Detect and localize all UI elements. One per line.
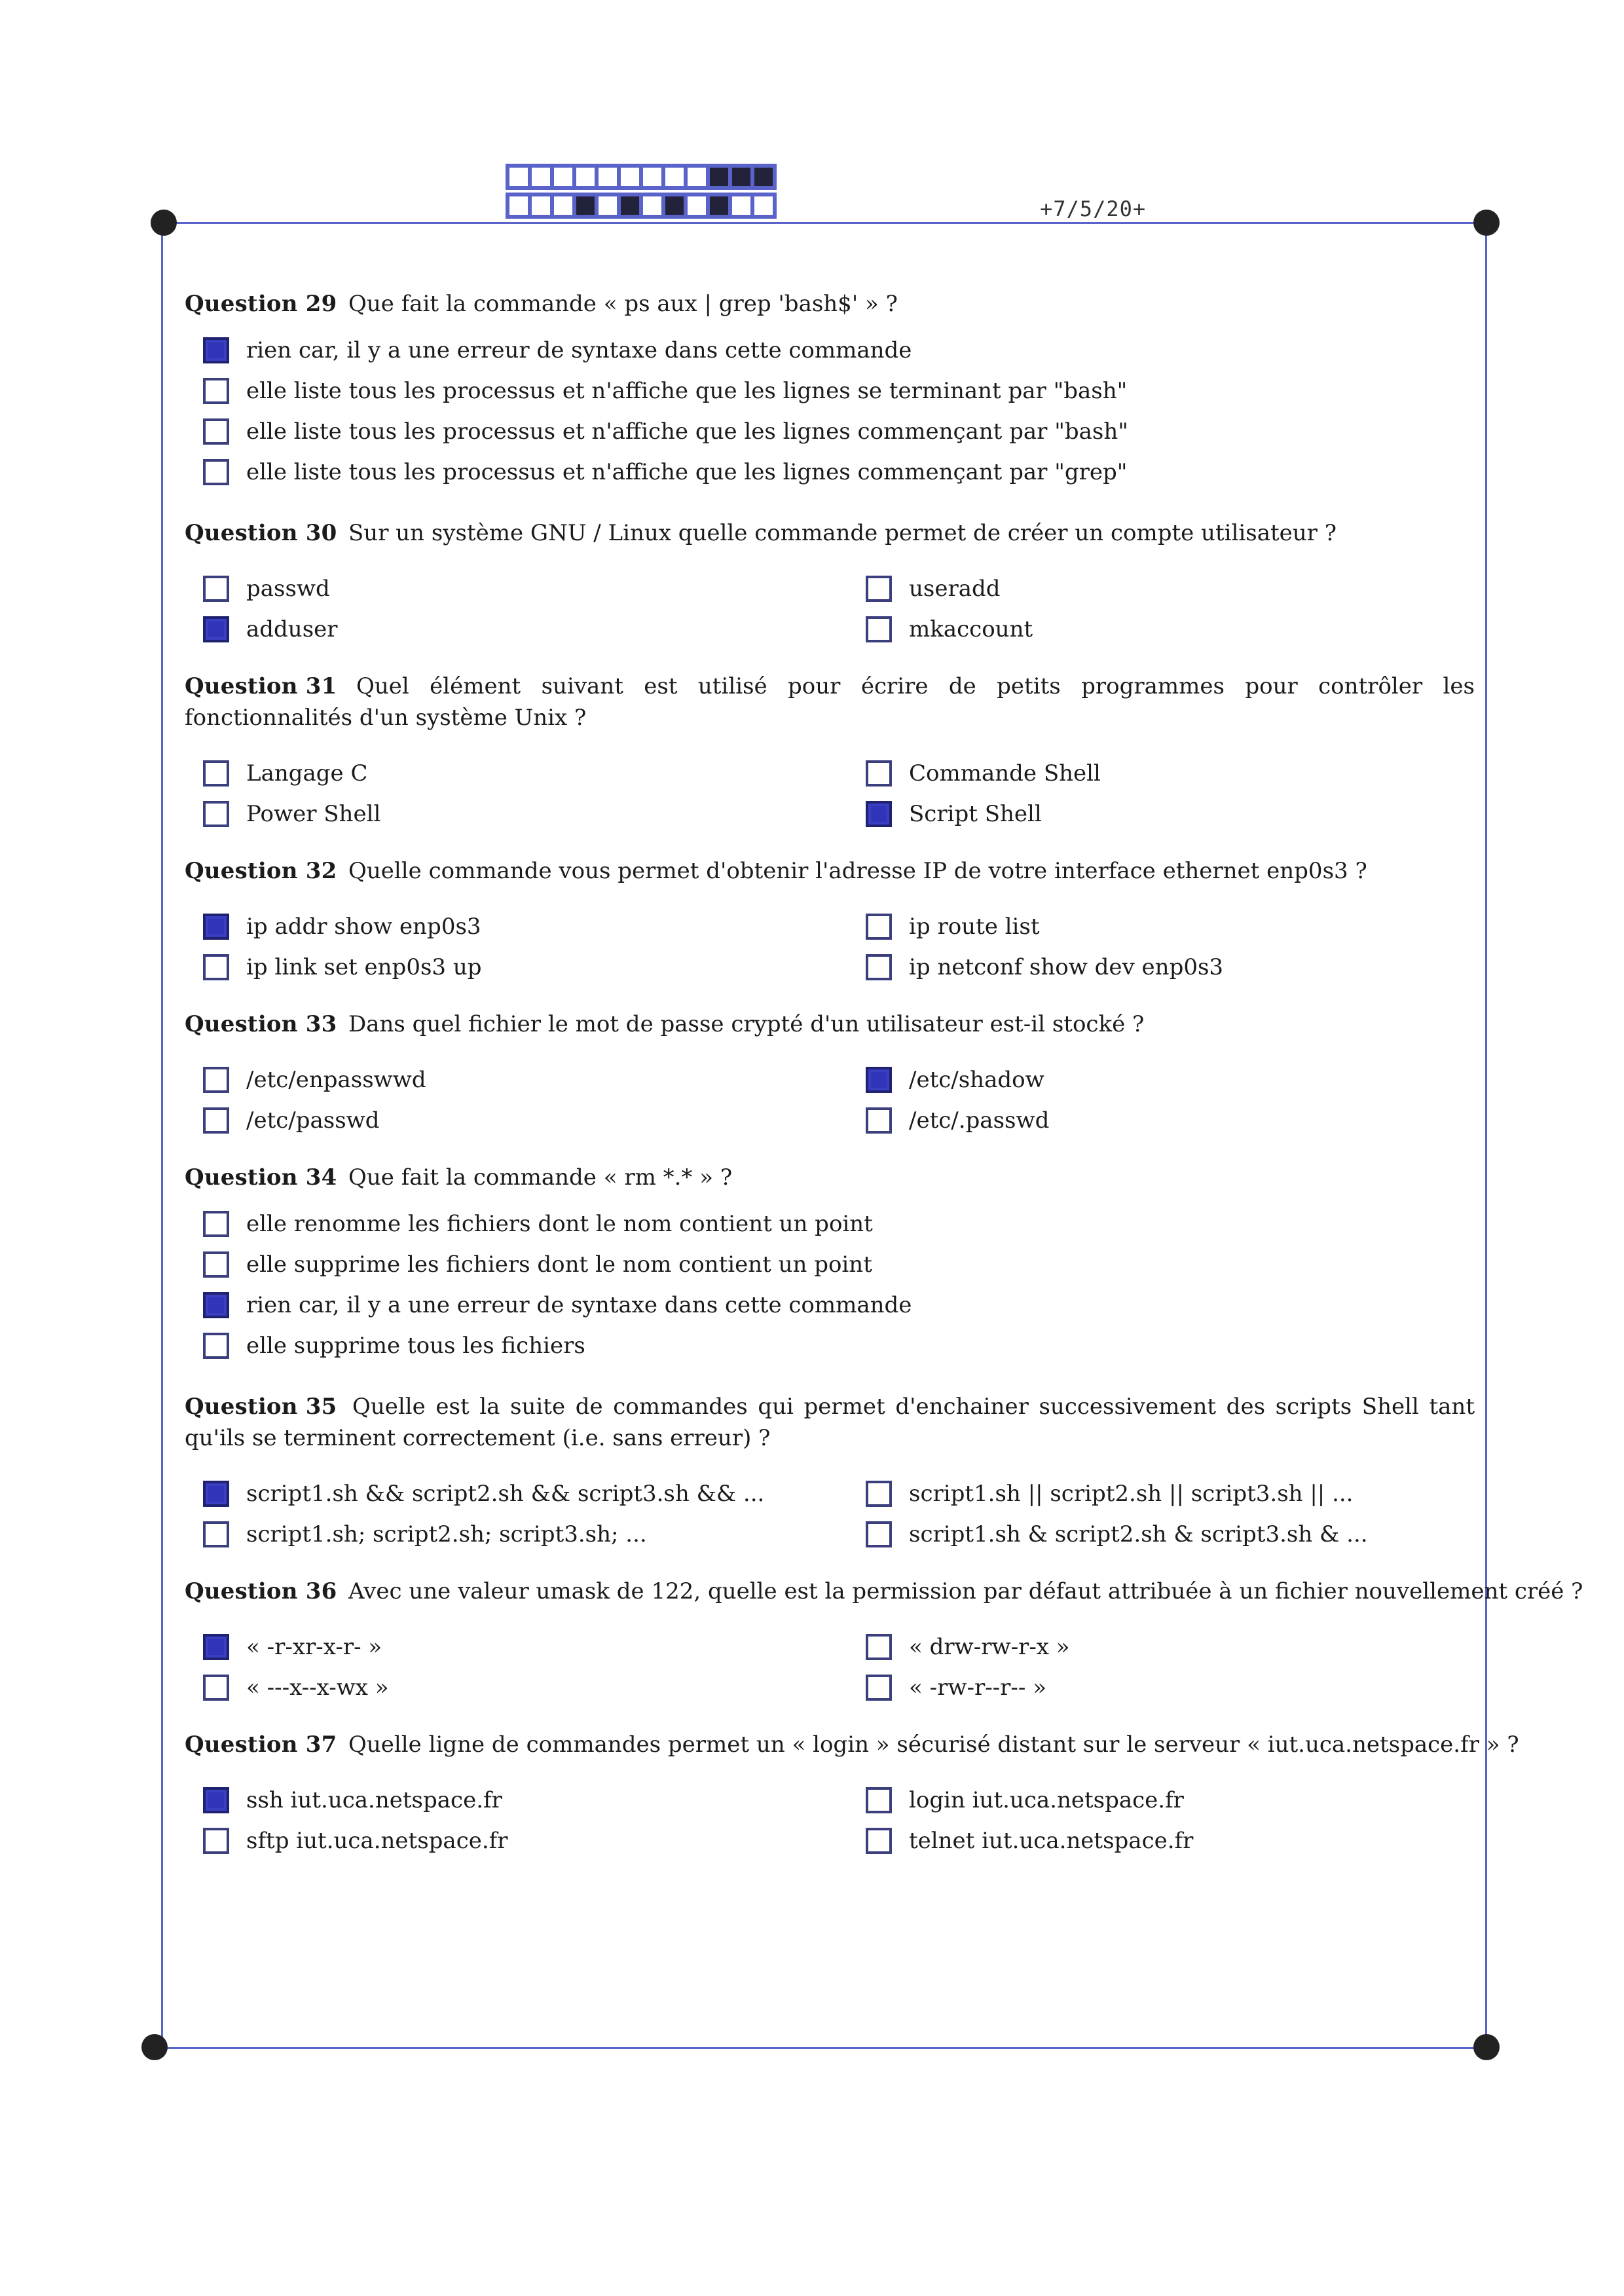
- answer-grid: [185, 753, 1502, 834]
- answer-option[interactable]: [185, 1204, 912, 1244]
- checkbox-checked[interactable]: [203, 1481, 229, 1507]
- barcode-cell: [619, 166, 641, 188]
- question-label: Question 31: [185, 673, 337, 699]
- answer-grid: [185, 1473, 1502, 1555]
- corner-marker-top-left: [151, 210, 177, 236]
- answer-option[interactable]: [185, 1667, 847, 1708]
- barcode-cell: [752, 166, 775, 188]
- barcode-row: [506, 193, 777, 219]
- answer-option[interactable]: [185, 1821, 847, 1861]
- checkbox[interactable]: [866, 1787, 892, 1813]
- question-label: Question 33: [185, 1011, 337, 1037]
- barcode-cell: [663, 166, 686, 188]
- checkbox[interactable]: [203, 576, 229, 602]
- checkbox[interactable]: [203, 378, 229, 404]
- question-label: Question 30: [185, 520, 337, 546]
- checkbox[interactable]: [866, 760, 892, 787]
- checkbox[interactable]: [866, 616, 892, 642]
- barcode-cell: [663, 194, 686, 217]
- question-label: Question 34: [185, 1164, 337, 1191]
- answer-option[interactable]: [185, 1060, 847, 1100]
- checkbox-checked[interactable]: [203, 337, 229, 363]
- answer-list: [185, 1204, 912, 1366]
- answer-text: useradd: [909, 576, 1001, 602]
- frame-bottom-line: [157, 2047, 1486, 2049]
- answer-option[interactable]: [847, 794, 1502, 834]
- answer-option[interactable]: [185, 753, 847, 794]
- barcode-cell: [530, 166, 552, 188]
- barcode-cell: [574, 194, 597, 217]
- checkbox[interactable]: [866, 1481, 892, 1507]
- answer-option[interactable]: [185, 1514, 847, 1555]
- answer-option[interactable]: [185, 794, 847, 834]
- answer-text: /etc/.passwd: [909, 1107, 1050, 1134]
- answer-option[interactable]: [185, 906, 847, 947]
- answer-option[interactable]: [185, 371, 1128, 411]
- answer-text: ip addr show enp0s3: [246, 914, 481, 940]
- frame-top-line: [166, 222, 1487, 224]
- question-label: Question 29: [185, 291, 337, 317]
- answer-text: elle supprime les fichiers dont le nom contient un point: [246, 1251, 872, 1278]
- answer-text: telnet iut.uca.netspace.fr: [909, 1828, 1194, 1854]
- question-text: Quelle ligne de commandes permet un « login » sécurisé distant sur le serveur « iut.uca.netspace.fr » ?: [348, 1731, 1519, 1758]
- answer-text: « -r-xr-x-r- »: [246, 1634, 382, 1660]
- question-29: [185, 288, 1128, 492]
- frame-left-line: [161, 222, 163, 2049]
- question-text: Quelle est la suite de commandes qui permet d'enchainer successivement des scripts Shell tant qu'ils se terminent correctement (i.e. sans erreur) ?: [185, 1394, 1475, 1451]
- checkbox[interactable]: [203, 1067, 229, 1093]
- answer-text: « ---x--x-wx »: [246, 1675, 389, 1701]
- answer-grid: [185, 1060, 1502, 1141]
- answer-text: « drw-rw-r-x »: [909, 1634, 1070, 1660]
- page-barcode: [506, 164, 777, 219]
- answer-option[interactable]: [185, 1627, 847, 1667]
- answer-option[interactable]: [185, 568, 847, 609]
- answer-option[interactable]: [185, 1780, 847, 1821]
- answer-text: login iut.uca.netspace.fr: [909, 1787, 1184, 1813]
- question-label: Question 36: [185, 1578, 337, 1604]
- corner-marker-top-right: [1473, 210, 1500, 236]
- checkbox[interactable]: [203, 1251, 229, 1278]
- answer-text: mkaccount: [909, 616, 1033, 642]
- question-header: [185, 1391, 1475, 1454]
- answer-option[interactable]: [185, 1473, 847, 1514]
- answer-text: passwd: [246, 576, 330, 602]
- checkbox[interactable]: [866, 914, 892, 940]
- answer-text: elle supprime tous les fichiers: [246, 1333, 585, 1359]
- checkbox[interactable]: [203, 954, 229, 980]
- answer-option[interactable]: [185, 411, 1128, 452]
- barcode-cell: [641, 194, 663, 217]
- answer-text: elle liste tous les processus et n'affiche que les lignes commençant par "grep": [246, 459, 1128, 485]
- answer-option[interactable]: [185, 452, 1128, 492]
- answer-text: rien car, il y a une erreur de syntaxe dans cette commande: [246, 337, 912, 363]
- barcode-cell: [686, 194, 708, 217]
- barcode-cell: [552, 194, 574, 217]
- answer-option[interactable]: [185, 330, 1128, 371]
- barcode-cell: [530, 194, 552, 217]
- checkbox-checked[interactable]: [866, 801, 892, 827]
- barcode-cell: [708, 166, 730, 188]
- barcode-cell: [686, 166, 708, 188]
- barcode-cell: [597, 194, 619, 217]
- question-header: [185, 671, 1475, 733]
- answer-option[interactable]: [847, 1514, 1502, 1555]
- checkbox[interactable]: [866, 1521, 892, 1547]
- barcode-cell: [507, 166, 530, 188]
- barcode-cell: [619, 194, 641, 217]
- answer-text: script1.sh; script2.sh; script3.sh; ...: [246, 1521, 647, 1547]
- answer-option[interactable]: [847, 1627, 1502, 1667]
- corner-marker-bottom-left: [141, 2034, 168, 2060]
- question-32: [185, 855, 1502, 988]
- checkbox[interactable]: [203, 418, 229, 445]
- checkbox[interactable]: [203, 1211, 229, 1237]
- question-36: [185, 1576, 1583, 1708]
- answer-option[interactable]: [847, 1100, 1502, 1141]
- answer-option[interactable]: [847, 1821, 1502, 1861]
- checkbox[interactable]: [866, 1634, 892, 1660]
- checkbox-checked[interactable]: [203, 914, 229, 940]
- question-text: Que fait la commande « ps aux | grep 'bash$' » ?: [348, 291, 898, 317]
- answer-text: script1.sh && script2.sh && script3.sh && ...: [246, 1481, 765, 1507]
- question-31: [185, 671, 1502, 834]
- checkbox[interactable]: [203, 801, 229, 827]
- answer-option[interactable]: [847, 1780, 1502, 1821]
- answer-text: ip link set enp0s3 up: [246, 954, 482, 980]
- barcode-cell: [752, 194, 775, 217]
- barcode-cell: [574, 166, 597, 188]
- barcode-cell: [641, 166, 663, 188]
- checkbox[interactable]: [866, 1828, 892, 1854]
- checkbox[interactable]: [866, 954, 892, 980]
- answer-list: [185, 330, 1128, 492]
- barcode-cell: [552, 166, 574, 188]
- checkbox[interactable]: [203, 1521, 229, 1547]
- answer-option[interactable]: [185, 947, 847, 988]
- answer-option[interactable]: [847, 609, 1502, 650]
- answer-option[interactable]: [185, 1325, 912, 1366]
- answer-text: ssh iut.uca.netspace.fr: [246, 1787, 502, 1813]
- answer-text: /etc/shadow: [909, 1067, 1044, 1093]
- barcode-cell: [708, 194, 730, 217]
- checkbox[interactable]: [203, 1107, 229, 1134]
- answer-text: elle liste tous les processus et n'affiche que les lignes commençant par "bash": [246, 418, 1128, 445]
- answer-option[interactable]: [185, 1100, 847, 1141]
- answer-option[interactable]: [847, 753, 1502, 794]
- answer-option[interactable]: [847, 1473, 1502, 1514]
- question-label: Question 37: [185, 1731, 337, 1758]
- checkbox[interactable]: [203, 1333, 229, 1359]
- answer-grid: [185, 906, 1502, 988]
- question-text: Avec une valeur umask de 122, quelle est la permission par défaut attribuée à un fichier nouvellement créé ?: [348, 1578, 1583, 1604]
- answer-text: script1.sh || script2.sh || script3.sh || ...: [909, 1481, 1354, 1507]
- answer-option[interactable]: [847, 568, 1502, 609]
- answer-text: sftp iut.uca.netspace.fr: [246, 1828, 508, 1854]
- checkbox[interactable]: [866, 1675, 892, 1701]
- answer-text: script1.sh & script2.sh & script3.sh & ...: [909, 1521, 1368, 1547]
- checkbox[interactable]: [203, 1828, 229, 1854]
- answer-text: ip netconf show dev enp0s3: [909, 954, 1224, 980]
- checkbox[interactable]: [203, 459, 229, 485]
- question-text: Que fait la commande « rm *.* » ?: [348, 1164, 733, 1191]
- answer-text: rien car, il y a une erreur de syntaxe dans cette commande: [246, 1292, 912, 1318]
- answer-option[interactable]: [847, 906, 1502, 947]
- answer-text: /etc/passwd: [246, 1107, 380, 1134]
- checkbox-checked[interactable]: [203, 1292, 229, 1318]
- barcode-cell: [507, 194, 530, 217]
- question-34: [185, 1162, 912, 1366]
- question-label: Question 32: [185, 858, 337, 884]
- barcode-row: [506, 164, 777, 190]
- answer-option[interactable]: [847, 947, 1502, 988]
- question-text: Quelle commande vous permet d'obtenir l'adresse IP de votre interface ethernet enp0s3 ?: [348, 858, 1367, 884]
- checkbox-checked[interactable]: [203, 616, 229, 642]
- answer-text: Langage C: [246, 760, 368, 787]
- barcode-cell: [730, 194, 752, 217]
- answer-option[interactable]: [185, 1285, 912, 1325]
- answer-text: /etc/enpasswwd: [246, 1067, 426, 1093]
- answer-text: Script Shell: [909, 801, 1042, 827]
- answer-option[interactable]: [185, 1244, 912, 1285]
- corner-marker-bottom-right: [1473, 2034, 1500, 2060]
- answer-text: « -rw-r--r-- »: [909, 1675, 1047, 1701]
- question-30: [185, 517, 1502, 650]
- checkbox[interactable]: [203, 1675, 229, 1701]
- checkbox-checked[interactable]: [866, 1067, 892, 1093]
- answer-grid: [185, 1627, 1583, 1708]
- answer-text: elle renomme les fichiers dont le nom contient un point: [246, 1211, 873, 1237]
- page-code: +7/5/20+: [1040, 196, 1147, 221]
- checkbox[interactable]: [866, 1107, 892, 1134]
- checkbox-checked[interactable]: [203, 1634, 229, 1660]
- answer-option[interactable]: [847, 1060, 1502, 1100]
- question-33: [185, 1009, 1502, 1141]
- answer-text: ip route list: [909, 914, 1040, 940]
- question-text: Dans quel fichier le mot de passe crypté d'un utilisateur est-il stocké ?: [348, 1011, 1145, 1037]
- answer-option[interactable]: [185, 609, 847, 650]
- barcode-cell: [597, 166, 619, 188]
- question-35: [185, 1391, 1502, 1555]
- answer-text: adduser: [246, 616, 338, 642]
- barcode-cell: [730, 166, 752, 188]
- checkbox[interactable]: [866, 576, 892, 602]
- answer-grid: [185, 568, 1502, 650]
- question-label: Question 35: [185, 1394, 337, 1420]
- answer-grid: [185, 1780, 1519, 1861]
- answer-text: Power Shell: [246, 801, 381, 827]
- answer-option[interactable]: [847, 1667, 1502, 1708]
- question-37: [185, 1729, 1519, 1861]
- answer-text: elle liste tous les processus et n'affiche que les lignes se terminant par "bash": [246, 378, 1128, 404]
- answer-text: Commande Shell: [909, 760, 1101, 787]
- checkbox[interactable]: [203, 760, 229, 787]
- question-text: Sur un système GNU / Linux quelle commande permet de créer un compte utilisateur ?: [348, 520, 1337, 546]
- question-text: Quel élément suivant est utilisé pour écrire de petits programmes pour contrôler les fonctionnalités d'un système Unix ?: [185, 673, 1475, 731]
- checkbox-checked[interactable]: [203, 1787, 229, 1813]
